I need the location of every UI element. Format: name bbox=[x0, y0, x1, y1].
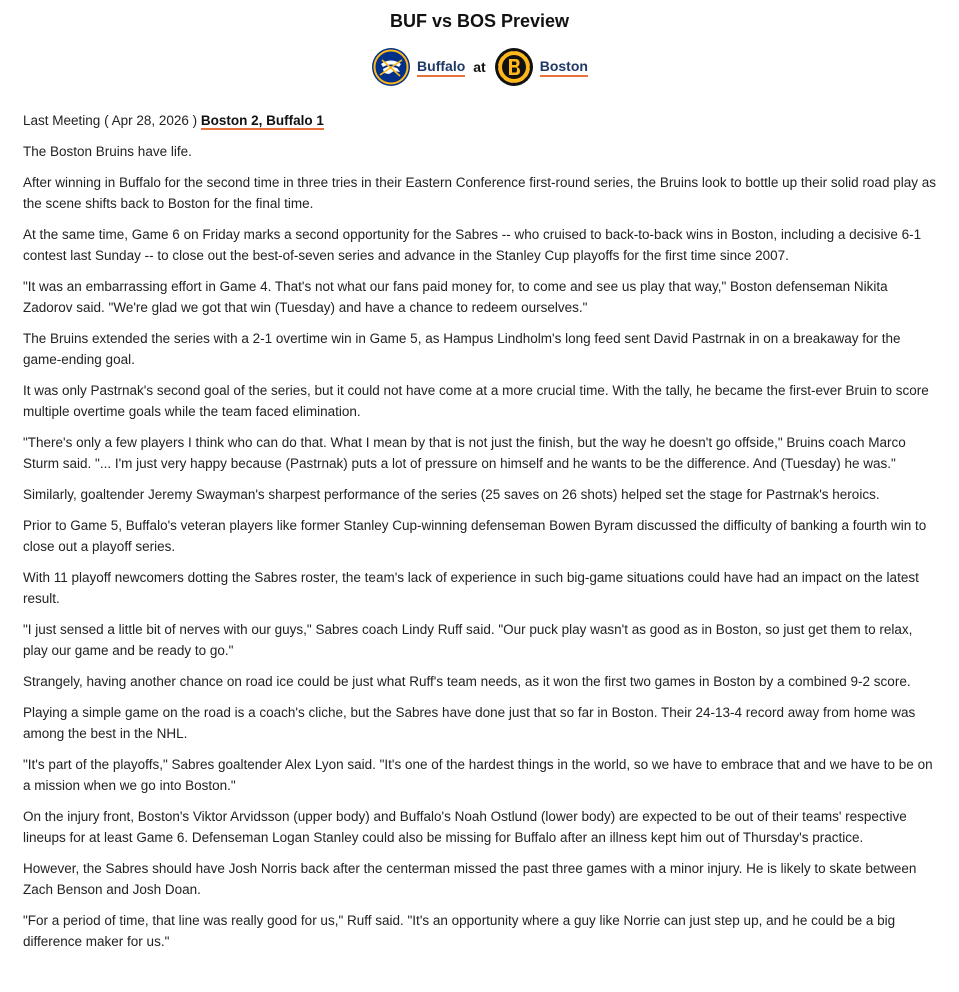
article-paragraph: The Boston Bruins have life. bbox=[23, 144, 192, 159]
at-label: at bbox=[473, 59, 486, 75]
article-paragraph: "It was an embarrassing effort in Game 4. That's not what our fans paid money for, to come and see us play that way," Boston defenseman Nikita Zadorov said. "We're glad we got that win (Tuesday) and have a chance to redeem ourselves." bbox=[23, 279, 888, 315]
away-team-link[interactable]: Buffalo bbox=[417, 58, 465, 77]
home-team-link[interactable]: Boston bbox=[540, 58, 588, 77]
last-meeting-result-link[interactable]: Boston 2, Buffalo 1 bbox=[200, 113, 324, 128]
article-paragraph: With 11 playoff newcomers dotting the Sabres roster, the team's lack of experience in such big-game situations could have had an impact on the latest result. bbox=[23, 570, 919, 606]
bruins-logo-icon[interactable] bbox=[494, 47, 534, 87]
article-paragraph: Similarly, goaltender Jeremy Swayman's sharpest performance of the series (25 saves on 26 shots) helped set the stage for Pastrnak's heroics. bbox=[23, 487, 880, 502]
article-paragraph: Strangely, having another chance on road ice could be just what Ruff's team needs, as it won the first two games in Boston by a combined 9-2 score. bbox=[23, 674, 911, 689]
article-paragraph: However, the Sabres should have Josh Norris back after the centerman missed the past three games with a minor injury. He is likely to skate between Zach Benson and Josh Doan. bbox=[23, 861, 917, 897]
article-paragraph: "It's part of the playoffs," Sabres goaltender Alex Lyon said. "It's one of the hardest things in the world, so we have to embrace that and we have to be on a mission when we go into Boston." bbox=[23, 757, 933, 793]
article-paragraph: Prior to Game 5, Buffalo's veteran players like former Stanley Cup-winning defenseman Bowen Byram discussed the difficulty of banking a fourth win to close out a playoff series. bbox=[23, 518, 927, 554]
article-paragraph: "There's only a few players I think who can do that. What I mean by that is not just the finish, but the way he doesn't go offside," Bruins coach Marco Sturm said. "... I'm just very happy because (Pastrnak) puts a lot of pressure on himself and he wants to be the difference. And (Tuesday) he was." bbox=[23, 435, 906, 471]
sabres-logo-icon[interactable] bbox=[371, 47, 411, 87]
article-body bbox=[0, 110, 959, 952]
article-paragraph: "I just sensed a little bit of nerves with our guys," Sabres coach Lindy Ruff said. "Our puck play wasn't as good as in Boston, so just get them to relax, play our game and be ready to go." bbox=[23, 622, 913, 658]
last-meeting-date: ( Apr 28, 2026 ) bbox=[104, 113, 198, 128]
article-paragraph: It was only Pastrnak's second goal of the series, but it could not have come at a more crucial time. With the tally, he became the first-ever Bruin to score multiple overtime goals while the team faced elimination. bbox=[23, 383, 929, 419]
paragraph-list bbox=[23, 141, 937, 952]
matchup-header bbox=[0, 46, 959, 88]
article-paragraph: At the same time, Game 6 on Friday marks a second opportunity for the Sabres -- who cruised to back-to-back wins in Boston, including a decisive 6-1 contest last Sunday -- to close out the best-of-seven series and advance in the Stanley Cup playoffs for the first time since 2007. bbox=[23, 227, 922, 263]
last-meeting bbox=[23, 110, 937, 131]
article-paragraph: "For a period of time, that line was really good for us," Ruff said. "It's an opportunity where a guy like Norrie can just step up, and he could be a big difference maker for us." bbox=[23, 913, 896, 949]
article-paragraph: On the injury front, Boston's Viktor Arvidsson (upper body) and Buffalo's Noah Ostlund (lower body) are expected to be out of their teams' respective lineups for at least Game 6. Defenseman Logan Stanley could also be missing for Buffalo after an illness kept him out of Thursday's practice. bbox=[23, 809, 907, 845]
article-paragraph: After winning in Buffalo for the second time in three tries in their Eastern Conference first-round series, the Bruins look to bottle up their solid road play as the scene shifts back to Boston for the final time. bbox=[23, 175, 936, 211]
article-paragraph: The Bruins extended the series with a 2-1 overtime win in Game 5, as Hampus Lindholm's long feed sent David Pastrnak in on a breakaway for the game-ending goal. bbox=[23, 331, 901, 367]
article-paragraph: Playing a simple game on the road is a coach's cliche, but the Sabres have done just that so far in Boston. Their 24-13-4 record away from home was among the best in the NHL. bbox=[23, 705, 916, 741]
page-title: BUF vs BOS Preview bbox=[389, 11, 570, 31]
last-meeting-label: Last Meeting bbox=[23, 113, 101, 128]
